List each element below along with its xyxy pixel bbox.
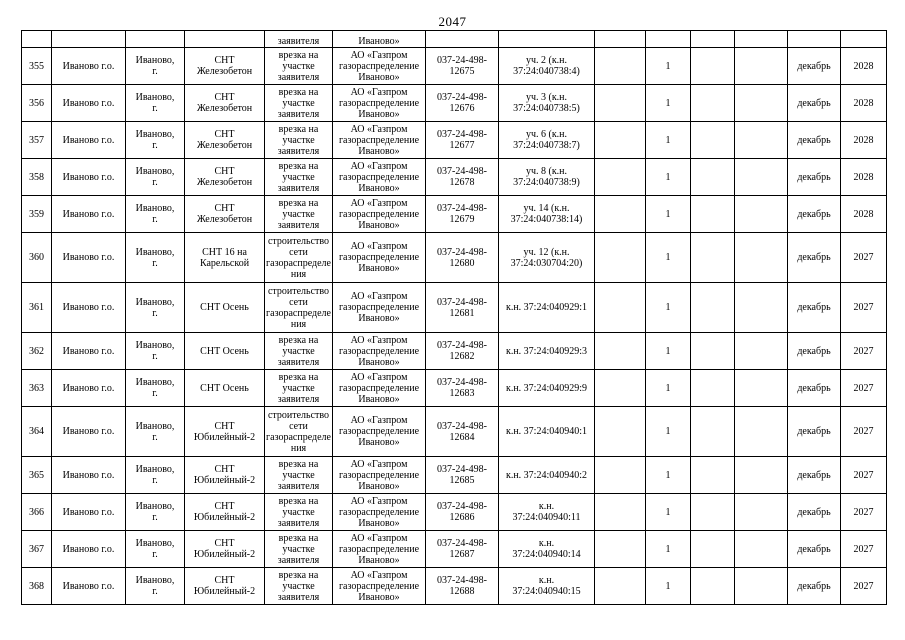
cell-snt-name: СНТ Осень	[185, 283, 265, 333]
cell-snt-name: СНТ Железобетон	[185, 159, 265, 196]
table-row	[22, 531, 887, 568]
cell-connection-type: врезка на участке заявителя	[265, 494, 333, 531]
cell-empty	[735, 31, 788, 48]
cell-snt-name: СНТ Осень	[185, 333, 265, 370]
cell-application-code: 037-24-498- 12684	[426, 407, 499, 457]
cell-empty	[691, 159, 735, 196]
cell-quantity: 1	[646, 233, 691, 283]
cell-empty	[691, 370, 735, 407]
table-row	[22, 159, 887, 196]
cell-empty	[691, 568, 735, 605]
cell-row-number: 368	[22, 568, 52, 605]
table-row	[22, 233, 887, 283]
cell-connection-type: врезка на участке заявителя	[265, 159, 333, 196]
cell-connection-type: строительство сети газораспределе ния	[265, 233, 333, 283]
cell-row-number: 366	[22, 494, 52, 531]
cell-connection-type: врезка на участке заявителя	[265, 85, 333, 122]
cell-quantity: 1	[646, 196, 691, 233]
cell-connection-type: врезка на участке заявителя	[265, 457, 333, 494]
cell-empty	[499, 31, 595, 48]
cell-connection-type: строительство сети газораспределе ния	[265, 283, 333, 333]
cell-year: 2028	[841, 122, 887, 159]
cell-organization: АО «Газпром газораспределение Иваново»	[333, 122, 426, 159]
cell-month: декабрь	[788, 233, 841, 283]
cell-snt-name: СНТ Юбилейный-2	[185, 407, 265, 457]
cell-municipality: Иваново г.о.	[52, 370, 126, 407]
cell-application-code: 037-24-498- 12677	[426, 122, 499, 159]
cell-row-number: 360	[22, 233, 52, 283]
cell-empty	[735, 407, 788, 457]
cell-month: декабрь	[788, 196, 841, 233]
cell-application-code: 037-24-498- 12676	[426, 85, 499, 122]
cell-month: декабрь	[788, 283, 841, 333]
cell-row-number: 365	[22, 457, 52, 494]
cell-quantity: 1	[646, 494, 691, 531]
cell-connection-type: врезка на участке заявителя	[265, 370, 333, 407]
cell-empty	[595, 48, 646, 85]
cell-row-number: 362	[22, 333, 52, 370]
cell-empty	[691, 233, 735, 283]
table-row	[22, 407, 887, 457]
cell-locality: Иваново, г.	[126, 233, 185, 283]
cell-connection-type: строительство сети газораспределе ния	[265, 407, 333, 457]
cell-snt-name: СНТ Юбилейный-2	[185, 457, 265, 494]
cell-snt-name: СНТ Юбилейный-2	[185, 568, 265, 605]
cell-year: 2027	[841, 568, 887, 605]
cell-connection-type: врезка на участке заявителя	[265, 333, 333, 370]
cell-empty	[595, 283, 646, 333]
cell-plot: уч. 12 (к.н. 37:24:030704:20)	[499, 233, 595, 283]
cell-empty	[426, 31, 499, 48]
cell-quantity: 1	[646, 370, 691, 407]
cell-empty	[735, 85, 788, 122]
cell-locality: Иваново, г.	[126, 122, 185, 159]
table-row	[22, 85, 887, 122]
cell-row-number: 359	[22, 196, 52, 233]
cell-year: 2027	[841, 531, 887, 568]
cell-row-number: 363	[22, 370, 52, 407]
cell-year: 2028	[841, 159, 887, 196]
cell-locality: Иваново, г.	[126, 85, 185, 122]
cell-empty	[595, 333, 646, 370]
table-row	[22, 457, 887, 494]
cell-row-number: 355	[22, 48, 52, 85]
table-row	[22, 48, 887, 85]
cell-locality: Иваново, г.	[126, 568, 185, 605]
cell-year: 2027	[841, 407, 887, 457]
cell-plot: к.н. 37:24:040940:14	[499, 531, 595, 568]
continuation-row	[22, 31, 887, 48]
cell-row-number: 357	[22, 122, 52, 159]
cell-year: 2027	[841, 333, 887, 370]
cell-quantity: 1	[646, 283, 691, 333]
cell-empty	[595, 494, 646, 531]
cell-year: 2027	[841, 457, 887, 494]
cell-empty	[735, 122, 788, 159]
cell-quantity: 1	[646, 568, 691, 605]
cell-empty	[595, 122, 646, 159]
cell-empty	[691, 407, 735, 457]
cell-organization: АО «Газпром газораспределение Иваново»	[333, 48, 426, 85]
cell-organization: АО «Газпром газораспределение Иваново»	[333, 159, 426, 196]
cell-application-code: 037-24-498- 12685	[426, 457, 499, 494]
cell-snt-name: СНТ Юбилейный-2	[185, 531, 265, 568]
cell-locality: Иваново, г.	[126, 531, 185, 568]
cell-organization: АО «Газпром газораспределение Иваново»	[333, 568, 426, 605]
cell-empty	[691, 283, 735, 333]
table-row	[22, 196, 887, 233]
cell-empty	[735, 568, 788, 605]
cell-empty	[126, 31, 185, 48]
cell-empty	[691, 494, 735, 531]
cell-organization: АО «Газпром газораспределение Иваново»	[333, 333, 426, 370]
cell-application-code: 037-24-498- 12675	[426, 48, 499, 85]
cell-locality: Иваново, г.	[126, 370, 185, 407]
cell-empty	[691, 333, 735, 370]
cell-organization: АО «Газпром газораспределение Иваново»	[333, 407, 426, 457]
cell-empty	[735, 333, 788, 370]
cell-quantity: 1	[646, 122, 691, 159]
cell-locality: Иваново, г.	[126, 407, 185, 457]
cell-snt-name: СНТ Осень	[185, 370, 265, 407]
cell-empty	[691, 122, 735, 159]
cell-month: декабрь	[788, 531, 841, 568]
cell-municipality: Иваново г.о.	[52, 333, 126, 370]
cell-empty	[595, 531, 646, 568]
cell-plot: к.н. 37:24:040929:9	[499, 370, 595, 407]
cell-month: декабрь	[788, 370, 841, 407]
cell-application-code: 037-24-498- 12683	[426, 370, 499, 407]
cell-application-code: 037-24-498- 12688	[426, 568, 499, 605]
cell-empty	[735, 283, 788, 333]
cell-plot: уч. 6 (к.н. 37:24:040738:7)	[499, 122, 595, 159]
cell-month: декабрь	[788, 494, 841, 531]
cell-month: декабрь	[788, 407, 841, 457]
cell-locality: Иваново, г.	[126, 196, 185, 233]
cell-year: 2028	[841, 196, 887, 233]
cell-plot: к.н. 37:24:040940:11	[499, 494, 595, 531]
cell-empty	[595, 196, 646, 233]
cell-month: декабрь	[788, 568, 841, 605]
cell-organization: АО «Газпром газораспределение Иваново»	[333, 85, 426, 122]
cell-application-code: 037-24-498- 12680	[426, 233, 499, 283]
cell-organization: АО «Газпром газораспределение Иваново»	[333, 494, 426, 531]
cell-municipality: Иваново г.о.	[52, 457, 126, 494]
cell-plot: к.н. 37:24:040929:1	[499, 283, 595, 333]
cell-plot: к.н. 37:24:040940:1	[499, 407, 595, 457]
table-row	[22, 333, 887, 370]
cell-empty	[788, 31, 841, 48]
cell-empty	[735, 457, 788, 494]
cell-plot: уч. 14 (к.н. 37:24:040738:14)	[499, 196, 595, 233]
cell-empty	[735, 531, 788, 568]
table-row	[22, 494, 887, 531]
cell-empty	[691, 457, 735, 494]
cell-empty	[595, 407, 646, 457]
cell-locality: Иваново, г.	[126, 48, 185, 85]
table-row	[22, 122, 887, 159]
cell-snt-name: СНТ Железобетон	[185, 48, 265, 85]
cell-plot: к.н. 37:24:040929:3	[499, 333, 595, 370]
cell-year: 2027	[841, 370, 887, 407]
gasification-table	[21, 30, 887, 605]
cell-empty	[595, 233, 646, 283]
cell-empty	[735, 48, 788, 85]
cell-row-number: 364	[22, 407, 52, 457]
cell-quantity: 1	[646, 531, 691, 568]
cell-locality: Иваново, г.	[126, 283, 185, 333]
cell-empty	[595, 370, 646, 407]
cell-municipality: Иваново г.о.	[52, 568, 126, 605]
cell-application-code: 037-24-498- 12682	[426, 333, 499, 370]
cell-row-number: 367	[22, 531, 52, 568]
cell-empty	[595, 568, 646, 605]
cell-municipality: Иваново г.о.	[52, 531, 126, 568]
cell-municipality: Иваново г.о.	[52, 196, 126, 233]
cell-organization: АО «Газпром газораспределение Иваново»	[333, 457, 426, 494]
table-row	[22, 283, 887, 333]
cell-connection-type: врезка на участке заявителя	[265, 122, 333, 159]
cell-empty	[646, 31, 691, 48]
cell-empty	[595, 457, 646, 494]
cell-empty	[691, 48, 735, 85]
cell-empty	[735, 159, 788, 196]
cell-snt-name: СНТ Железобетон	[185, 122, 265, 159]
cell-month: декабрь	[788, 48, 841, 85]
cell-municipality: Иваново г.о.	[52, 159, 126, 196]
cell-empty	[22, 31, 52, 48]
cell-empty	[185, 31, 265, 48]
cell-locality: Иваново, г.	[126, 333, 185, 370]
cell-municipality: Иваново г.о.	[52, 283, 126, 333]
cell-locality: Иваново, г.	[126, 494, 185, 531]
cell-row-number: 361	[22, 283, 52, 333]
cell-empty	[735, 494, 788, 531]
cell-empty	[691, 85, 735, 122]
cell-quantity: 1	[646, 333, 691, 370]
cell-plot: к.н. 37:24:040940:15	[499, 568, 595, 605]
cell-organization: АО «Газпром газораспределение Иваново»	[333, 283, 426, 333]
cell-year: 2027	[841, 233, 887, 283]
page-number: 2047	[438, 14, 467, 29]
cell-organization: АО «Газпром газораспределение Иваново»	[333, 196, 426, 233]
table-body	[22, 31, 887, 605]
cell-connection-type: заявителя	[265, 31, 333, 48]
cell-empty	[735, 233, 788, 283]
cell-snt-name: СНТ 16 на Карельской	[185, 233, 265, 283]
cell-plot: уч. 8 (к.н. 37:24:040738:9)	[499, 159, 595, 196]
cell-row-number: 358	[22, 159, 52, 196]
cell-year: 2028	[841, 48, 887, 85]
cell-connection-type: врезка на участке заявителя	[265, 531, 333, 568]
cell-year: 2027	[841, 494, 887, 531]
cell-application-code: 037-24-498- 12681	[426, 283, 499, 333]
cell-month: декабрь	[788, 457, 841, 494]
cell-empty	[691, 531, 735, 568]
cell-empty	[595, 159, 646, 196]
cell-empty	[52, 31, 126, 48]
cell-municipality: Иваново г.о.	[52, 48, 126, 85]
cell-month: декабрь	[788, 333, 841, 370]
cell-quantity: 1	[646, 159, 691, 196]
cell-application-code: 037-24-498- 12687	[426, 531, 499, 568]
cell-application-code: 037-24-498- 12678	[426, 159, 499, 196]
cell-empty	[691, 31, 735, 48]
table-row	[22, 370, 887, 407]
cell-municipality: Иваново г.о.	[52, 407, 126, 457]
cell-organization: АО «Газпром газораспределение Иваново»	[333, 531, 426, 568]
cell-locality: Иваново, г.	[126, 457, 185, 494]
cell-quantity: 1	[646, 407, 691, 457]
cell-organization: Иваново»	[333, 31, 426, 48]
cell-snt-name: СНТ Юбилейный-2	[185, 494, 265, 531]
cell-month: декабрь	[788, 159, 841, 196]
cell-snt-name: СНТ Железобетон	[185, 196, 265, 233]
cell-organization: АО «Газпром газораспределение Иваново»	[333, 370, 426, 407]
cell-snt-name: СНТ Железобетон	[185, 85, 265, 122]
cell-empty	[735, 196, 788, 233]
cell-application-code: 037-24-498- 12686	[426, 494, 499, 531]
cell-locality: Иваново, г.	[126, 159, 185, 196]
cell-plot: уч. 2 (к.н. 37:24:040738:4)	[499, 48, 595, 85]
cell-quantity: 1	[646, 85, 691, 122]
cell-month: декабрь	[788, 122, 841, 159]
cell-row-number: 356	[22, 85, 52, 122]
cell-empty	[691, 196, 735, 233]
cell-year: 2028	[841, 85, 887, 122]
cell-empty	[841, 31, 887, 48]
cell-empty	[595, 31, 646, 48]
cell-month: декабрь	[788, 85, 841, 122]
cell-quantity: 1	[646, 48, 691, 85]
cell-empty	[595, 85, 646, 122]
cell-empty	[735, 370, 788, 407]
cell-application-code: 037-24-498- 12679	[426, 196, 499, 233]
cell-municipality: Иваново г.о.	[52, 233, 126, 283]
cell-connection-type: врезка на участке заявителя	[265, 196, 333, 233]
cell-municipality: Иваново г.о.	[52, 494, 126, 531]
cell-connection-type: врезка на участке заявителя	[265, 48, 333, 85]
cell-plot: уч. 3 (к.н. 37:24:040738:5)	[499, 85, 595, 122]
cell-municipality: Иваново г.о.	[52, 85, 126, 122]
cell-quantity: 1	[646, 457, 691, 494]
cell-organization: АО «Газпром газораспределение Иваново»	[333, 233, 426, 283]
cell-municipality: Иваново г.о.	[52, 122, 126, 159]
cell-connection-type: врезка на участке заявителя	[265, 568, 333, 605]
table-row	[22, 568, 887, 605]
cell-plot: к.н. 37:24:040940:2	[499, 457, 595, 494]
cell-year: 2027	[841, 283, 887, 333]
